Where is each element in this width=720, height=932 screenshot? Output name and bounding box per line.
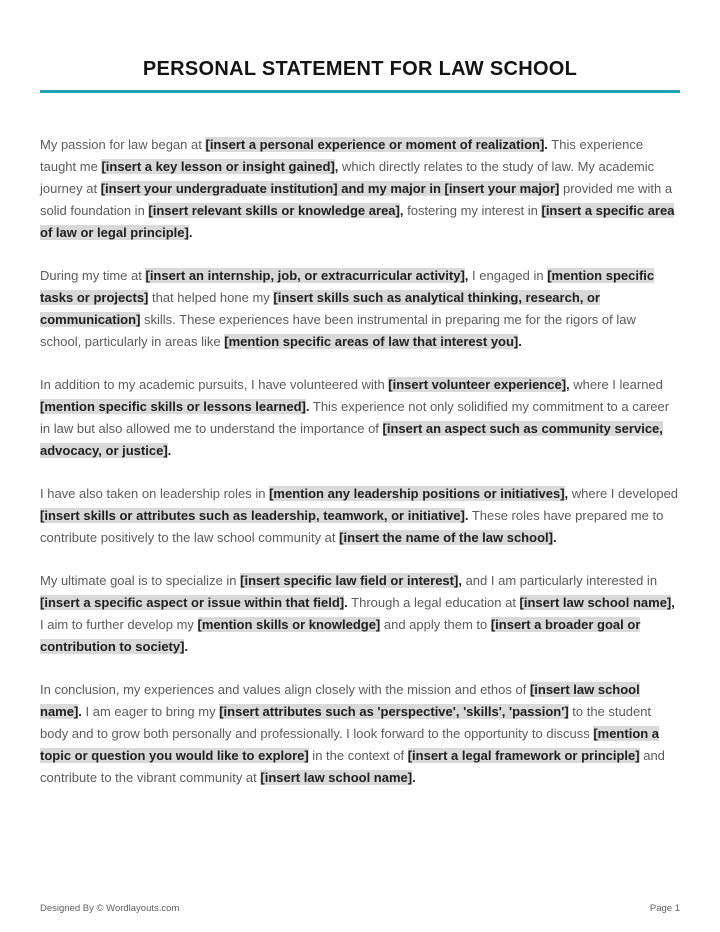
bold-punctuation: , [464,268,469,283]
bold-punctuation: . [167,443,172,458]
body-text: During my time at [40,268,146,283]
paragraph [40,374,680,462]
placeholder-field[interactable]: [insert a broader goal or contribution to society] [40,617,641,654]
body-text: to the student body and to grow both personally and professionally. I look forward to the opportunity to discuss [40,704,652,741]
bold-punctuation: . [305,399,310,414]
placeholder-field[interactable]: [insert a personal experience or moment of realization] [205,137,545,152]
placeholder-field[interactable]: [insert volunteer experience] [388,377,567,392]
bold-punctuation: . [184,639,189,654]
placeholder-field[interactable]: [mention specific tasks or projects] [40,268,655,305]
body-text: where I learned [569,377,663,392]
bold-punctuation: . [412,770,416,785]
placeholder-field[interactable]: [insert an aspect such as community service, advocacy, or justice] [40,421,663,458]
page-footer [40,903,680,914]
bold-punctuation: , [399,203,404,218]
bold-punctuation: , [458,573,462,588]
placeholder-field[interactable]: [mention a topic or question you would like to explore] [40,726,660,763]
bold-punctuation: . [78,704,82,719]
placeholder-field[interactable]: [insert a legal framework or principle] [407,748,640,763]
placeholder-field[interactable]: [insert skills such as analytical thinking, research, or communication] [40,290,600,327]
placeholder-field[interactable]: [insert relevant skills or knowledge area] [148,203,400,218]
body-text: fostering my interest in [403,203,542,218]
document-body [40,134,680,789]
placeholder-field[interactable]: [insert skills or attributes such as leadership, teamwork, or initiative] [40,508,465,523]
bold-punctuation: . [544,137,548,152]
body-text: Through a legal education at [347,595,520,610]
body-text: These roles have prepared me to contribute positively to the law school community at [40,508,664,545]
body-text: I have also taken on leadership roles in [40,486,270,501]
placeholder-field[interactable]: [mention any leadership positions or initiatives] [269,486,565,501]
placeholder-field[interactable]: [insert attributes such as 'perspective', 'skills', 'passion'] [219,704,569,719]
bold-punctuation: . [344,595,348,610]
body-text: I engaged in [468,268,548,283]
bold-punctuation: , [564,486,569,501]
body-text: where I developed [568,486,679,501]
title-divider [40,90,680,93]
placeholder-field[interactable]: [insert a key lesson or insight gained] [101,159,335,174]
placeholder-field[interactable]: [insert the name of the law school] [339,530,553,545]
bold-punctuation: , [671,595,675,610]
body-text: This experience not only solidified my commitment to a career in law but also allowed me to understand the importance of [40,399,670,436]
paragraph [40,134,680,244]
bold-punctuation: . [518,334,522,349]
body-text: My ultimate goal is to specialize in [40,573,241,588]
body-text: provided me with a solid foundation in [40,181,673,218]
placeholder-field[interactable]: [insert law school name] [40,682,640,719]
paragraph [40,265,680,353]
paragraph [40,483,680,549]
placeholder-field[interactable]: [insert law school name] [260,770,413,785]
placeholder-field[interactable]: [mention specific areas of law that interest you] [224,334,519,349]
placeholder-field[interactable]: [insert a specific aspect or issue within that field] [40,595,345,610]
body-text: My passion for law began at [40,137,206,152]
body-text: In addition to my academic pursuits, I have volunteered with [40,377,389,392]
body-text: In conclusion, my experiences and values align closely with the mission and ethos of [40,682,530,697]
paragraph [40,679,680,789]
bold-punctuation: . [552,530,557,545]
body-text: skills. These experiences have been instrumental in preparing me for the rigors of law school, particularly in areas like [40,312,636,349]
placeholder-field[interactable]: [insert specific law field or interest] [240,573,459,588]
placeholder-field[interactable]: [mention specific skills or lessons learned] [40,399,306,414]
body-text: This experience taught me [40,137,644,174]
bold-punctuation: . [464,508,469,523]
body-text: I am eager to bring my [81,704,220,719]
body-text: and apply them to [380,617,491,632]
designed-by-credit: Designed By © Wordlayouts.com [40,903,180,914]
body-text: that helped hone my [148,290,274,305]
body-text: which directly relates to the study of law. My academic journey at [40,159,655,196]
body-text: in the context of [308,748,408,763]
paragraph [40,570,680,658]
page-title: PERSONAL STATEMENT FOR LAW SCHOOL [142,58,578,80]
placeholder-field[interactable]: [mention skills or knowledge] [197,617,381,632]
body-text: and I am particularly interested in [461,573,658,588]
bold-punctuation: , [334,159,339,174]
placeholder-field[interactable]: [insert your undergraduate institution] and my major in [insert your major] [100,181,560,196]
bold-punctuation: . [188,225,193,240]
bold-punctuation: , [566,377,570,392]
body-text: I aim to further develop my [40,617,198,632]
page-number: Page 1 [649,903,680,914]
placeholder-field[interactable]: [insert law school name] [519,595,672,610]
placeholder-field[interactable]: [insert an internship, job, or extracurricular activity] [145,268,465,283]
placeholder-field[interactable]: [insert a specific area of law or legal principle] [40,203,675,240]
body-text: and contribute to the vibrant community at [40,748,665,785]
